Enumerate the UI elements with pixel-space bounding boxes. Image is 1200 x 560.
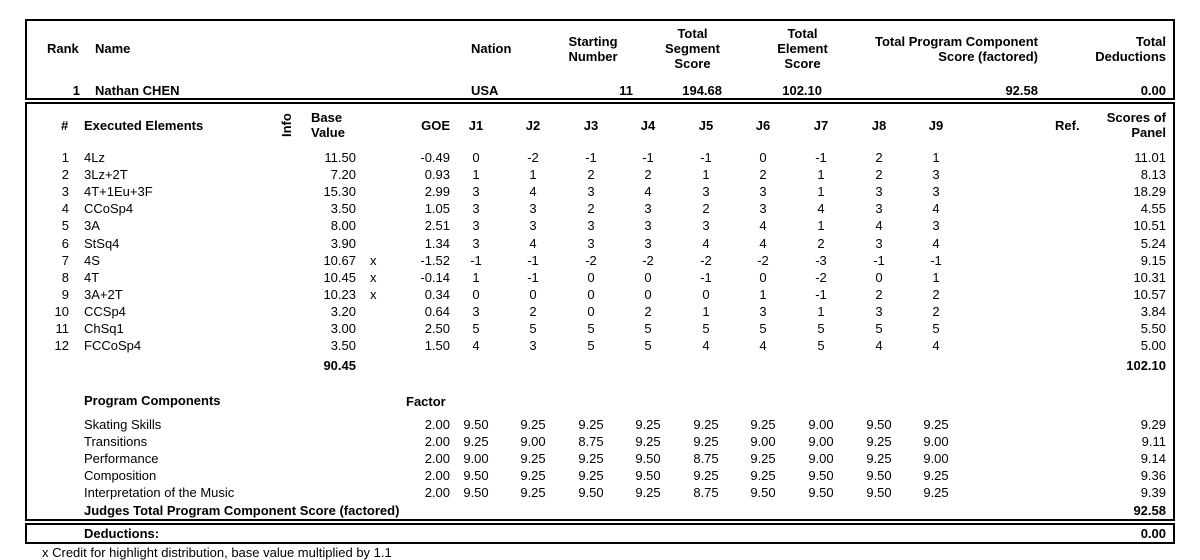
element-judge-score: 3	[472, 236, 480, 251]
component-score: 9.11	[1141, 434, 1166, 449]
element-judge-score: 1	[529, 167, 537, 182]
element-judge-score: 5	[875, 321, 883, 336]
component-factor: 2.00	[424, 451, 450, 466]
element-judge-score: 3	[875, 236, 883, 251]
component-name: Skating Skills	[84, 417, 162, 432]
component-judge-score: 9.25	[578, 417, 604, 432]
element-judge-score: 1	[932, 150, 940, 165]
skater-total-deductions: 0.00	[1140, 83, 1166, 98]
element-judge-score: 5	[702, 321, 710, 336]
scores-of-panel-header: Scores of Panel	[1106, 110, 1166, 140]
element-panel-score: 10.51	[1133, 218, 1166, 233]
element-name: CCSp4	[84, 304, 126, 319]
element-judge-score: 0	[472, 150, 480, 165]
element-judge-score: 4	[759, 236, 767, 251]
element-panel-score: 4.55	[1140, 201, 1166, 216]
component-name: Composition	[84, 468, 157, 483]
element-judge-score: 3	[932, 167, 940, 182]
element-judge-score: 3	[644, 236, 652, 251]
element-judge-score: 4	[932, 201, 940, 216]
element-judge-score: 2	[587, 167, 595, 182]
element-judge-score: 0	[472, 287, 480, 302]
element-judge-score: 3	[472, 304, 480, 319]
element-judge-score: 2	[875, 167, 883, 182]
nation-header: Nation	[471, 41, 512, 56]
element-judge-score: -2	[700, 253, 712, 268]
element-judge-score: 1	[817, 218, 825, 233]
element-judge-score: 2	[644, 304, 652, 319]
element-number: 7	[61, 253, 69, 268]
total-segment-score-header: Total Segment Score	[665, 26, 720, 71]
element-judge-score: 0	[587, 304, 595, 319]
element-judge-score: 1	[817, 167, 825, 182]
element-judge-score: 4	[875, 338, 883, 353]
element-judge-score: -1	[815, 287, 827, 302]
component-judge-score: 9.25	[750, 468, 776, 483]
footnote: x Credit for highlight distribution, base value multiplied by 1.1	[42, 545, 392, 560]
element-judge-score: 2	[529, 304, 537, 319]
element-panel-score: 3.84	[1140, 304, 1166, 319]
component-judge-score: 9.50	[750, 485, 776, 500]
element-judge-score: 0	[759, 270, 767, 285]
element-goe: 0.93	[424, 167, 450, 182]
element-judge-score: 3	[932, 218, 940, 233]
goe-header: GOE	[421, 118, 450, 133]
judge-header: J4	[640, 118, 656, 133]
element-judge-score: 4	[759, 338, 767, 353]
component-judge-score: 9.00	[808, 434, 834, 449]
element-info: x	[370, 253, 377, 268]
element-number: 5	[61, 218, 69, 233]
element-judge-score: 5	[932, 321, 940, 336]
component-judge-score: 9.50	[866, 485, 892, 500]
element-judge-score: 5	[817, 321, 825, 336]
component-judge-score: 9.25	[693, 468, 719, 483]
element-judge-score: 0	[644, 287, 652, 302]
judge-header: J1	[468, 118, 484, 133]
judge-header: J2	[525, 118, 541, 133]
element-panel-score: 10.31	[1133, 270, 1166, 285]
element-goe: 2.50	[424, 321, 450, 336]
component-factor: 2.00	[424, 434, 450, 449]
element-judge-score: -1	[527, 253, 539, 268]
element-judge-score: 4	[932, 236, 940, 251]
element-base-value: 3.20	[330, 304, 356, 319]
element-panel-score: 5.24	[1140, 236, 1166, 251]
component-name: Interpretation of the Music	[84, 485, 235, 500]
element-base-value: 3.50	[330, 338, 356, 353]
component-judge-score: 9.25	[750, 417, 776, 432]
element-judge-score: 5	[587, 338, 595, 353]
element-judge-score: 3	[875, 184, 883, 199]
deductions-label: Deductions:	[84, 526, 160, 541]
element-base-value: 3.00	[330, 321, 356, 336]
component-score: 9.36	[1140, 468, 1166, 483]
component-judge-score: 9.25	[520, 468, 546, 483]
component-judge-score: 8.75	[693, 485, 719, 500]
total-deductions-header: Total Deductions	[1095, 34, 1166, 64]
component-factor: 2.00	[424, 485, 450, 500]
element-judge-score: 1	[817, 304, 825, 319]
component-judge-score: 9.25	[635, 434, 661, 449]
elements-score-total: 102.10	[1126, 358, 1166, 373]
element-judge-score: 2	[644, 167, 652, 182]
element-judge-score: 1	[932, 270, 940, 285]
components-total-score: 92.58	[1133, 503, 1166, 518]
component-factor: 2.00	[424, 468, 450, 483]
element-judge-score: -1	[642, 150, 654, 165]
element-goe: -0.14	[420, 270, 450, 285]
judge-header: J8	[871, 118, 887, 133]
element-judge-score: 4	[932, 338, 940, 353]
rank-header: Rank	[47, 41, 79, 56]
element-goe: -1.52	[420, 253, 450, 268]
component-judge-score: 9.25	[578, 451, 604, 466]
element-number: 8	[61, 270, 69, 285]
element-base-value: 11.50	[324, 150, 356, 165]
element-name: 4T	[84, 270, 100, 285]
element-judge-score: -1	[585, 150, 597, 165]
element-judge-score: 3	[529, 218, 537, 233]
judge-header: J7	[813, 118, 829, 133]
element-judge-score: 1	[472, 270, 480, 285]
element-judge-score: 0	[529, 287, 537, 302]
element-number: 9	[61, 287, 69, 302]
component-score: 9.39	[1140, 485, 1166, 500]
element-base-value: 3.90	[330, 236, 356, 251]
ref-header: Ref.	[1055, 118, 1080, 133]
component-judge-score: 9.50	[578, 485, 604, 500]
component-judge-score: 9.50	[808, 485, 834, 500]
element-judge-score: 3	[529, 201, 537, 216]
element-judge-score: 5	[587, 321, 595, 336]
element-number: 11	[55, 321, 69, 336]
element-judge-score: 3	[644, 201, 652, 216]
element-judge-score: 2	[932, 304, 940, 319]
component-judge-score: 9.00	[808, 417, 834, 432]
element-name: 4Lz	[84, 150, 105, 165]
component-judge-score: 9.25	[750, 451, 776, 466]
element-judge-score: -1	[873, 253, 885, 268]
component-score: 9.29	[1140, 417, 1166, 432]
element-judge-score: -1	[700, 150, 712, 165]
element-goe: 1.34	[424, 236, 450, 251]
element-base-value: 8.00	[330, 218, 356, 233]
factor-header: Factor	[406, 394, 446, 409]
element-panel-score: 9.15	[1140, 253, 1166, 268]
element-judge-score: 4	[472, 338, 480, 353]
component-judge-score: 9.25	[578, 468, 604, 483]
element-judge-score: -1	[815, 150, 827, 165]
component-judge-score: 9.25	[635, 417, 661, 432]
component-judge-score: 9.25	[866, 434, 892, 449]
element-judge-score: 3	[472, 218, 480, 233]
element-info: x	[370, 270, 377, 285]
element-judge-score: 4	[702, 236, 710, 251]
component-judge-score: 9.50	[463, 468, 489, 483]
component-judge-score: 9.50	[463, 485, 489, 500]
component-judge-score: 9.25	[520, 485, 546, 500]
element-judge-score: 4	[817, 201, 825, 216]
component-judge-score: 9.25	[693, 434, 719, 449]
element-number: 3	[61, 184, 69, 199]
element-goe: -0.49	[420, 150, 450, 165]
element-name: 3A+2T	[84, 287, 123, 302]
element-judge-score: 3	[759, 304, 767, 319]
element-judge-score: 2	[702, 201, 710, 216]
element-base-value: 10.45	[323, 270, 356, 285]
element-judge-score: 0	[875, 270, 883, 285]
element-judge-score: 4	[529, 236, 537, 251]
element-name: CCoSp4	[84, 201, 134, 216]
component-name: Performance	[84, 451, 159, 466]
judge-header: J6	[755, 118, 771, 133]
skater-name: Nathan CHEN	[95, 83, 180, 98]
element-goe: 0.34	[424, 287, 450, 302]
element-judge-score: 2	[759, 167, 767, 182]
element-base-value: 3.50	[330, 201, 356, 216]
component-judge-score: 8.75	[578, 434, 604, 449]
element-judge-score: 3	[472, 184, 480, 199]
judge-header: J9	[928, 118, 944, 133]
element-panel-score: 11.01	[1134, 150, 1166, 165]
element-judge-score: -1	[527, 270, 539, 285]
element-judge-score: 1	[702, 167, 710, 182]
element-judge-score: -2	[757, 253, 769, 268]
starting-number-header: Starting Number	[568, 34, 618, 64]
element-number: 1	[61, 150, 69, 165]
element-number: 12	[54, 338, 69, 353]
element-panel-score: 18.29	[1133, 184, 1166, 199]
element-judge-score: -2	[815, 270, 827, 285]
element-judge-score: 4	[529, 184, 537, 199]
element-base-value: 7.20	[330, 167, 356, 182]
element-judge-score: 0	[587, 287, 595, 302]
element-judge-score: 5	[644, 321, 652, 336]
element-judge-score: -2	[527, 150, 539, 165]
element-judge-score: 2	[875, 150, 883, 165]
element-judge-score: -1	[930, 253, 942, 268]
element-base-value: 10.67	[323, 253, 356, 268]
element-panel-score: 5.50	[1140, 321, 1166, 336]
element-judge-score: 0	[759, 150, 767, 165]
total-element-score-header: Total Element Score	[777, 26, 828, 71]
component-factor: 2.00	[424, 417, 450, 432]
component-judge-score: 9.00	[750, 434, 776, 449]
element-panel-score: 10.57	[1133, 287, 1166, 302]
element-judge-score: 0	[587, 270, 595, 285]
component-judge-score: 9.25	[923, 468, 949, 483]
component-judge-score: 9.25	[693, 417, 719, 432]
element-judge-score: 5	[529, 321, 537, 336]
element-goe: 2.51	[424, 218, 450, 233]
skater-nation: USA	[471, 83, 499, 98]
element-judge-score: 2	[875, 287, 883, 302]
components-total-label: Judges Total Program Component Score (factored)	[84, 503, 400, 518]
element-panel-score: 5.00	[1140, 338, 1166, 353]
element-judge-score: 4	[702, 338, 710, 353]
element-judge-score: 2	[587, 201, 595, 216]
name-header: Name	[95, 41, 131, 56]
element-judge-score: 4	[759, 218, 767, 233]
component-judge-score: 9.25	[923, 417, 949, 432]
element-judge-score: 0	[644, 270, 652, 285]
element-judge-score: 3	[587, 184, 595, 199]
element-judge-score: 3	[587, 218, 595, 233]
element-judge-score: 3	[472, 201, 480, 216]
component-judge-score: 9.25	[866, 451, 892, 466]
component-judge-score: 9.25	[923, 485, 949, 500]
base-value-total: 90.45	[323, 358, 356, 373]
component-judge-score: 9.25	[463, 434, 489, 449]
component-judge-score: 9.00	[808, 451, 834, 466]
component-judge-score: 9.00	[923, 434, 949, 449]
element-info: x	[370, 287, 377, 302]
element-judge-score: 3	[644, 218, 652, 233]
element-judge-score: -1	[700, 270, 712, 285]
element-number: 10	[54, 304, 69, 319]
element-goe: 1.05	[424, 201, 450, 216]
element-judge-score: -3	[815, 253, 827, 268]
element-name: 4S	[84, 253, 100, 268]
element-judge-score: 2	[817, 236, 825, 251]
element-judge-score: 3	[759, 184, 767, 199]
element-goe: 2.99	[424, 184, 450, 199]
element-judge-score: 5	[817, 338, 825, 353]
element-goe: 1.50	[424, 338, 450, 353]
element-judge-score: 2	[932, 287, 940, 302]
element-judge-score: 5	[472, 321, 480, 336]
element-judge-score: -2	[585, 253, 597, 268]
skater-rank: 1	[72, 83, 80, 98]
element-number: 6	[61, 236, 69, 251]
judge-header: J5	[698, 118, 714, 133]
skater-tpc-score: 92.58	[1005, 83, 1038, 98]
component-judge-score: 9.00	[520, 434, 546, 449]
element-judge-score: 1	[472, 167, 480, 182]
element-goe: 0.64	[424, 304, 450, 319]
element-judge-score: 3	[702, 184, 710, 199]
element-judge-score: 3	[529, 338, 537, 353]
element-judge-score: 3	[932, 184, 940, 199]
judge-header: J3	[583, 118, 599, 133]
element-judge-score: 5	[759, 321, 767, 336]
tpc-header: Total Program Component Score (factored)	[875, 34, 1038, 64]
element-base-value: 10.23	[323, 287, 356, 302]
element-judge-score: 5	[644, 338, 652, 353]
base-value-header: Base Value	[311, 110, 345, 140]
component-score: 9.14	[1140, 451, 1166, 466]
component-judge-score: 8.75	[693, 451, 719, 466]
deductions-value: 0.00	[1140, 526, 1166, 541]
component-judge-score: 9.50	[808, 468, 834, 483]
element-judge-score: 4	[644, 184, 652, 199]
element-name: FCCoSp4	[84, 338, 142, 353]
deductions-box	[25, 523, 1175, 544]
component-judge-score: 9.00	[923, 451, 949, 466]
element-judge-score: 1	[817, 184, 825, 199]
element-judge-score: 3	[875, 201, 883, 216]
component-judge-score: 9.50	[866, 468, 892, 483]
element-name: 3A	[84, 218, 100, 233]
element-judge-score: 4	[875, 218, 883, 233]
component-judge-score: 9.25	[635, 485, 661, 500]
info-header: Info	[279, 113, 294, 137]
skater-total-element-score: 102.10	[782, 83, 822, 98]
element-name: ChSq1	[84, 321, 124, 336]
element-judge-score: 3	[587, 236, 595, 251]
element-judge-score: 1	[759, 287, 767, 302]
element-name: StSq4	[84, 236, 120, 251]
component-judge-score: 9.00	[463, 451, 489, 466]
element-judge-score: -1	[470, 253, 482, 268]
executed-elements-header: Executed Elements	[84, 118, 204, 133]
element-base-value: 15.30	[323, 184, 356, 199]
element-judge-score: 1	[702, 304, 710, 319]
component-judge-score: 9.25	[520, 451, 546, 466]
component-judge-score: 9.50	[866, 417, 892, 432]
element-number: 2	[61, 167, 69, 182]
num-header: #	[61, 118, 69, 133]
element-judge-score: 3	[875, 304, 883, 319]
element-judge-score: -2	[642, 253, 654, 268]
component-judge-score: 9.50	[635, 468, 661, 483]
component-judge-score: 9.25	[520, 417, 546, 432]
program-components-title: Program Components	[84, 393, 221, 408]
element-name: 3Lz+2T	[84, 167, 128, 182]
element-name: 4T+1Eu+3F	[84, 184, 153, 199]
skater-total-segment-score: 194.68	[682, 83, 722, 98]
component-judge-score: 9.50	[635, 451, 661, 466]
element-judge-score: 0	[702, 287, 710, 302]
component-judge-score: 9.50	[463, 417, 489, 432]
element-judge-score: 3	[702, 218, 710, 233]
element-judge-score: 3	[759, 201, 767, 216]
skater-starting-number: 11	[619, 83, 633, 98]
component-name: Transitions	[84, 434, 148, 449]
element-number: 4	[61, 201, 69, 216]
element-panel-score: 8.13	[1140, 167, 1166, 182]
